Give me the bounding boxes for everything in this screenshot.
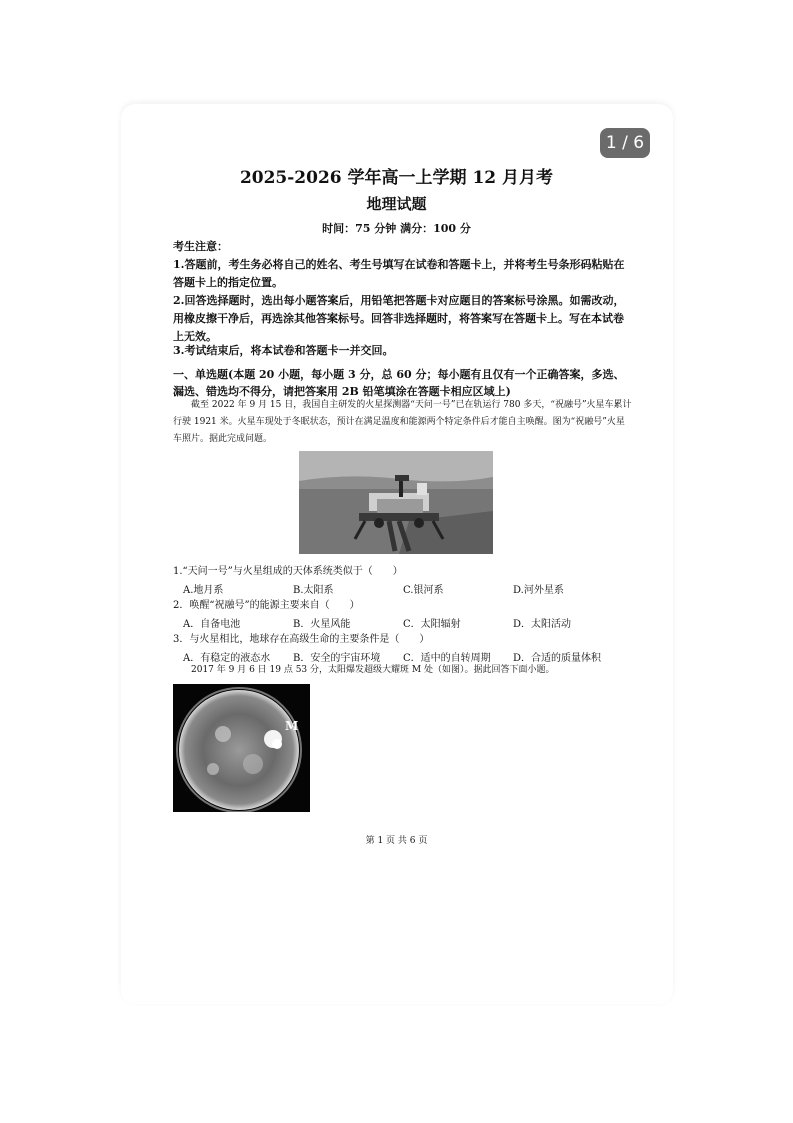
question-3-option-b: B．安全的宇宙环境 (293, 653, 381, 664)
question-3-option-c: C．适中的自转周期 (403, 653, 491, 664)
question-2-option-a: A．自备电池 (183, 619, 241, 630)
page-indicator: 1 / 6 (600, 128, 650, 158)
question-3-option-a: A．有稳定的液态水 (183, 653, 271, 664)
question-1-option-c: C.银河系 (403, 585, 444, 596)
question-3-option-d: D．合适的质量体积 (513, 653, 602, 664)
question-2-option-b: B．火星风能 (293, 619, 351, 630)
mars-rover-illustration (299, 451, 493, 554)
question-3-stem: 3．与火星相比，地球存在高级生命的主要条件是（ ） (173, 634, 430, 645)
exam-title: 2025-2026 学年高一上学期 12 月月考 (239, 168, 554, 188)
passage-solar-flare: 2017 年 9 月 6 日 19 点 53 分，太阳爆发超级大耀斑 M 处（如图）。据此回答下面小题。 (191, 665, 555, 675)
section-heading: 一、单选题(本题 20 小题，每小题 3 分，总 60 分；每小题有且仅有一个正确答案，多选、漏选、错选均不得分，请把答案用 2B 铅笔填涂在答题卡相应区域上) (173, 368, 625, 398)
question-1-options (183, 581, 623, 596)
sun-illustration (173, 684, 310, 812)
mars-rover-photo (299, 451, 493, 554)
question-2-options (183, 615, 623, 630)
sun-flare-photo (173, 684, 310, 812)
question-2-option-d: D．太阳活动 (513, 619, 572, 630)
notice-heading: 考生注意： (173, 240, 228, 253)
question-1-stem: 1.“天问一号”与火星组成的天体系统类似于（ ） (173, 566, 403, 577)
passage-mars: 截至 2022 年 9 月 15 日，我国自主研发的火星探测器“天问一号”已在轨运行 780 多天，“祝融号”火星车累计行驶 1921 米。火星车现处于冬眠状态，预计在满足温度和能源两个特定条件后才能自主唤醒。图为“祝融号”火星车照片。据此完成问题。 (173, 400, 632, 444)
exam-meta: 时间：75 分钟 满分：100 分 (322, 222, 471, 235)
notice-item-2: 2.回答选择题时，选出每小题答案后，用铅笔把答题卡对应题目的答案标号涂黑。如需改动，用橡皮擦干净后，再选涂其他答案标号。回答非选择题时，将答案写在答题卡上。写在本试卷上无效。 (173, 294, 625, 343)
question-2-option-c: C．太阳辐射 (403, 619, 461, 630)
exam-subject: 地理试题 (366, 195, 427, 213)
page-footer: 第 1 页 共 6 页 (365, 836, 428, 846)
notice-item-3: 3.考试结束后，将本试卷和答题卡一并交回。 (173, 344, 394, 357)
flare-label: M (285, 719, 299, 733)
notice-item-1: 1.答题前，考生务必将自己的姓名、考生号填写在试卷和答题卡上，并将考生号条形码粘贴在答题卡上的指定位置。 (173, 258, 625, 289)
question-1-option-d: D.河外星系 (513, 585, 564, 596)
question-1-option-a: A.地月系 (183, 585, 224, 596)
question-2-stem: 2．唤醒“祝融号”的能源主要来自（ ） (173, 600, 360, 611)
question-1-option-b: B.太阳系 (293, 585, 334, 596)
